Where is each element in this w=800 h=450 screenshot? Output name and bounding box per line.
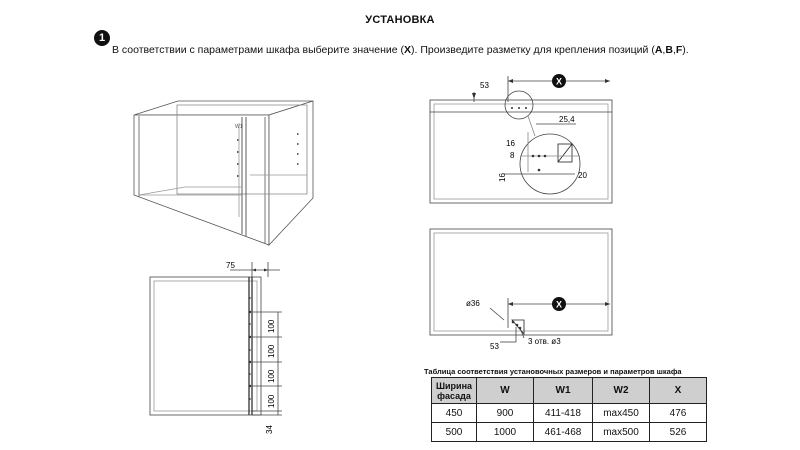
dim-100-label-4: 100 bbox=[267, 394, 276, 408]
instruction-sep-2: , bbox=[672, 44, 676, 56]
x-marker-top-label: X bbox=[555, 76, 563, 87]
dim-d36-label: ø36 bbox=[466, 299, 480, 308]
page-title: УСТАНОВКА bbox=[365, 14, 435, 26]
holes-label: 3 отв. ø3 bbox=[528, 337, 561, 346]
x-marker-bottom-label: X bbox=[555, 299, 563, 310]
cell-w2: max500 bbox=[593, 423, 650, 442]
header-facade-width: Ширина фасада bbox=[432, 378, 477, 404]
instruction-sep-1: , bbox=[662, 44, 666, 56]
instruction-f: F bbox=[675, 44, 683, 56]
top-view-drawing bbox=[420, 72, 630, 212]
front-view-drawing bbox=[140, 258, 300, 438]
cell-facade-width: 500 bbox=[432, 423, 477, 442]
cell-w1: 411-418 bbox=[534, 404, 593, 423]
dim-25-4-label: 25,4 bbox=[559, 115, 575, 124]
instruction-b: B bbox=[665, 44, 673, 56]
dim-100-label-3: 100 bbox=[267, 369, 276, 383]
cell-w: 1000 bbox=[477, 423, 534, 442]
dim-34-label: 34 bbox=[265, 425, 274, 434]
dim-8-label: 8 bbox=[510, 151, 515, 160]
bottom-view-drawing bbox=[420, 222, 630, 357]
cell-w: 900 bbox=[477, 404, 534, 423]
instruction-part-3: ). bbox=[682, 44, 689, 56]
header-x: X bbox=[650, 378, 707, 404]
dim-75-label: 75 bbox=[226, 261, 235, 270]
dim-100-label-1: 100 bbox=[267, 319, 276, 333]
instruction-text bbox=[112, 44, 689, 56]
table-caption: Таблица соответствия установочных размеров и параметров шкафа bbox=[424, 367, 682, 376]
cell-w1: 461-468 bbox=[534, 423, 593, 442]
table-row bbox=[432, 404, 707, 423]
instruction-a: A bbox=[654, 44, 663, 56]
instruction-x: X bbox=[404, 44, 412, 56]
header-w2: W2 bbox=[593, 378, 650, 404]
parameters-table bbox=[431, 377, 707, 442]
instruction-part-2: ). Произведите разметку для крепления позиций ( bbox=[411, 44, 655, 56]
dim-53-bottom-label: 53 bbox=[490, 342, 499, 351]
cell-x: 476 bbox=[650, 404, 707, 423]
cabinet-isometric-drawing bbox=[125, 95, 325, 255]
step-number-badge: 1 bbox=[94, 30, 110, 46]
dim-20-label: 20 bbox=[578, 171, 587, 180]
svg-text:W1: W1 bbox=[235, 124, 243, 130]
instruction-part-1: В соответствии с параметрами шкафа выберите значение ( bbox=[112, 44, 404, 56]
dim-16-label-a: 16 bbox=[506, 139, 515, 148]
cell-x: 526 bbox=[650, 423, 707, 442]
dim-16-label-b: 16 bbox=[498, 173, 507, 182]
table-row bbox=[432, 423, 707, 442]
dim-53-top-label: 53 bbox=[480, 81, 489, 90]
cell-w2: max450 bbox=[593, 404, 650, 423]
cell-facade-width: 450 bbox=[432, 404, 477, 423]
dim-100-label-2: 100 bbox=[267, 344, 276, 358]
header-w1: W1 bbox=[534, 378, 593, 404]
table-header-row bbox=[432, 378, 707, 404]
header-w: W bbox=[477, 378, 534, 404]
